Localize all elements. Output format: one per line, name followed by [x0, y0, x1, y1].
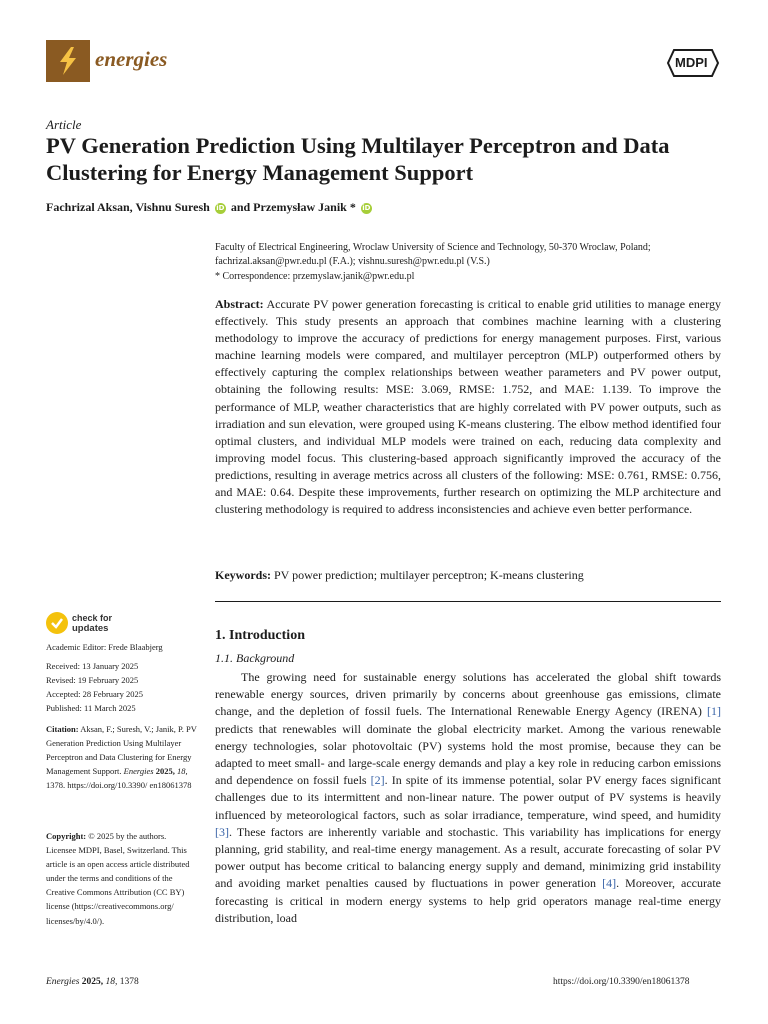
citation-doi[interactable]: 1378. https://doi.org/10.3390/ en18061378	[46, 780, 192, 791]
academic-editor: Academic Editor: Frede Blaabjerg	[46, 642, 163, 652]
journal-logo-icon	[46, 40, 90, 82]
copyright-label: Copyright:	[46, 831, 87, 841]
publisher-name: MDPI	[675, 55, 708, 70]
reference-link[interactable]: [3]	[215, 824, 229, 839]
citation-year: 2025,	[155, 766, 175, 777]
author-names: Fachrizal Aksan, Vishnu Suresh	[46, 200, 210, 214]
citation-block	[46, 722, 198, 792]
check-label: check for	[72, 613, 113, 623]
affiliation-block	[215, 241, 725, 284]
orcid-icon[interactable]: iD	[362, 204, 371, 212]
mdpi-logo	[666, 48, 720, 78]
abstract-text: Accurate PV power generation forecasting is critical to enable grid utilities to manage energy effectively. This study presents an approach that combines machine learning with a clustering methodology to improve the accuracy of predictions for energy management purposes. First, various machine learning models were compared, and multilayer perceptron (MLP) outperformed others by effectively capturing the complex relationships between weather parameters and PV power output, obtaining the following results: MSE: 3.069, RMSE: 1.752, and MAE: 1.139. To improve the performance of MLP, weather characteristics that are highly correlated with PV power outputs, such as irradiation and sun elevation, were grouped using K-means clustering. The elbow method identified four optimal clusters, and individual MLP models were trained on each, reducing data complexity and improving model focus. This clustering-based approach significantly improved the accuracy of the predictions, resulting in average metrics across all clusters of the following: MSE: 0.761, RMSE: 0.756, and MAE: 0.64. Despite these improvements, further research on optimizing the MLP architecture and clustering methodology is required to address inconsistencies and achieve even better performance.	[215, 297, 721, 517]
received-date: Received: 13 January 2025	[46, 661, 139, 671]
revised-date: Revised: 19 February 2025	[46, 675, 139, 686]
check-for-updates-icon	[46, 612, 68, 634]
journal-name: energies	[95, 47, 168, 71]
subsection-heading: 1.1. Background	[215, 651, 295, 665]
footer-citation	[46, 977, 139, 987]
reference-link[interactable]: [4]	[602, 876, 617, 891]
citation-journal: Energies	[123, 766, 154, 777]
section-heading: 1. Introduction	[215, 628, 305, 643]
intro-text: . These factors are inherently variable and stochastic. This variability has implications for energy planning, grid stability, and real-time energy management. As a result, accurate forecasting of solar PV power output has become critical to balancing energy supply and demand, minimizing grid instability and avoiding market penalties caused by fluctuations in power generation	[215, 824, 721, 891]
copyright-block	[46, 829, 198, 928]
author-names-last: and Przemysław Janik *	[230, 200, 356, 214]
article-title: PV Generation Prediction Using Multilayer Perceptron and Data Clustering for Energy Management Support	[46, 133, 670, 185]
keywords-text: PV power prediction; multilayer perceptron; K-means clustering	[274, 568, 584, 582]
intro-text: predicts that renewables will dominate the global electricity market. Among the various renewable energy technologies, solar photovoltaic (PV) systems hold the most promise, because they can be adapted to meet small- and large-scale energy demands and play a key role in reducing carbon emissions and dependence on fossil fuels	[215, 721, 721, 788]
keywords-label: Keywords:	[215, 568, 271, 582]
footer-year: 2025,	[81, 977, 104, 987]
abstract-label: Abstract:	[215, 297, 264, 311]
dates-block	[46, 659, 198, 715]
keywords	[215, 567, 721, 584]
reference-link[interactable]: [2]	[370, 773, 385, 788]
footer-journal: Energies	[46, 977, 80, 987]
footer-volume: 18,	[105, 977, 118, 987]
affiliation-line: Faculty of Electrical Engineering, Wroclaw University of Science and Technology, 50-370 Wroclaw, Poland;	[215, 242, 651, 253]
intro-text: The growing need for sustainable energy solutions has accelerated the global shift towards renewable energy sources, driven primarily by concerns about greenhouse gas emissions, climate change, and the depletion of fossil fuels. The International Renewable Energy Agency (IRENA)	[215, 670, 721, 719]
divider	[215, 601, 721, 602]
footer-doi-link[interactable]: https://doi.org/10.3390/en18061378	[553, 977, 690, 987]
citation-label: Citation:	[46, 724, 79, 734]
updates-label: updates	[72, 623, 109, 634]
citation-text: Aksan, F.; Suresh, V.; Janik, P. PV Generation Prediction Using Multilayer Perceptron and Data Clustering for Energy Management Support.	[46, 724, 197, 777]
affiliation-emails: fachrizal.aksan@pwr.edu.pl (F.A.); vishnu.suresh@pwr.edu.pl (V.S.)	[215, 256, 490, 268]
copyright-text: © 2025 by the authors. Licensee MDPI, Basel, Switzerland. This article is an open access article distributed under the terms and conditions of the Creative Commons Attribution (CC BY) license (https://creativecommons.org/ licenses/by/4.0/).	[46, 831, 190, 926]
accepted-date: Accepted: 28 February 2025	[46, 689, 144, 700]
abstract	[215, 296, 721, 518]
author-list	[46, 200, 374, 215]
check-for-updates-button[interactable]	[46, 612, 156, 636]
article-type: Article	[46, 117, 82, 132]
correspondence: * Correspondence: przemyslaw.janik@pwr.edu.pl	[215, 270, 415, 282]
intro-text: . In spite of its immense potential, solar PV energy faces significant challenges due to its intermittent and non-linear nature. The power output of PV systems is heavily influenced by meteorological factors, such as solar irradiance, temperature, wind speed, and humidity	[215, 773, 721, 822]
reference-link[interactable]: [1]	[707, 704, 721, 719]
published-date: Published: 11 March 2025	[46, 703, 136, 714]
orcid-icon[interactable]: iD	[216, 204, 225, 212]
intro-paragraph	[215, 669, 721, 927]
intro-text: . Moreover, accurate forecasting is critical in modern energy systems to help grid operators manage real-time energy distribution, load	[215, 876, 721, 925]
footer-page: 1378	[119, 977, 139, 987]
citation-volume: 18,	[176, 766, 188, 777]
